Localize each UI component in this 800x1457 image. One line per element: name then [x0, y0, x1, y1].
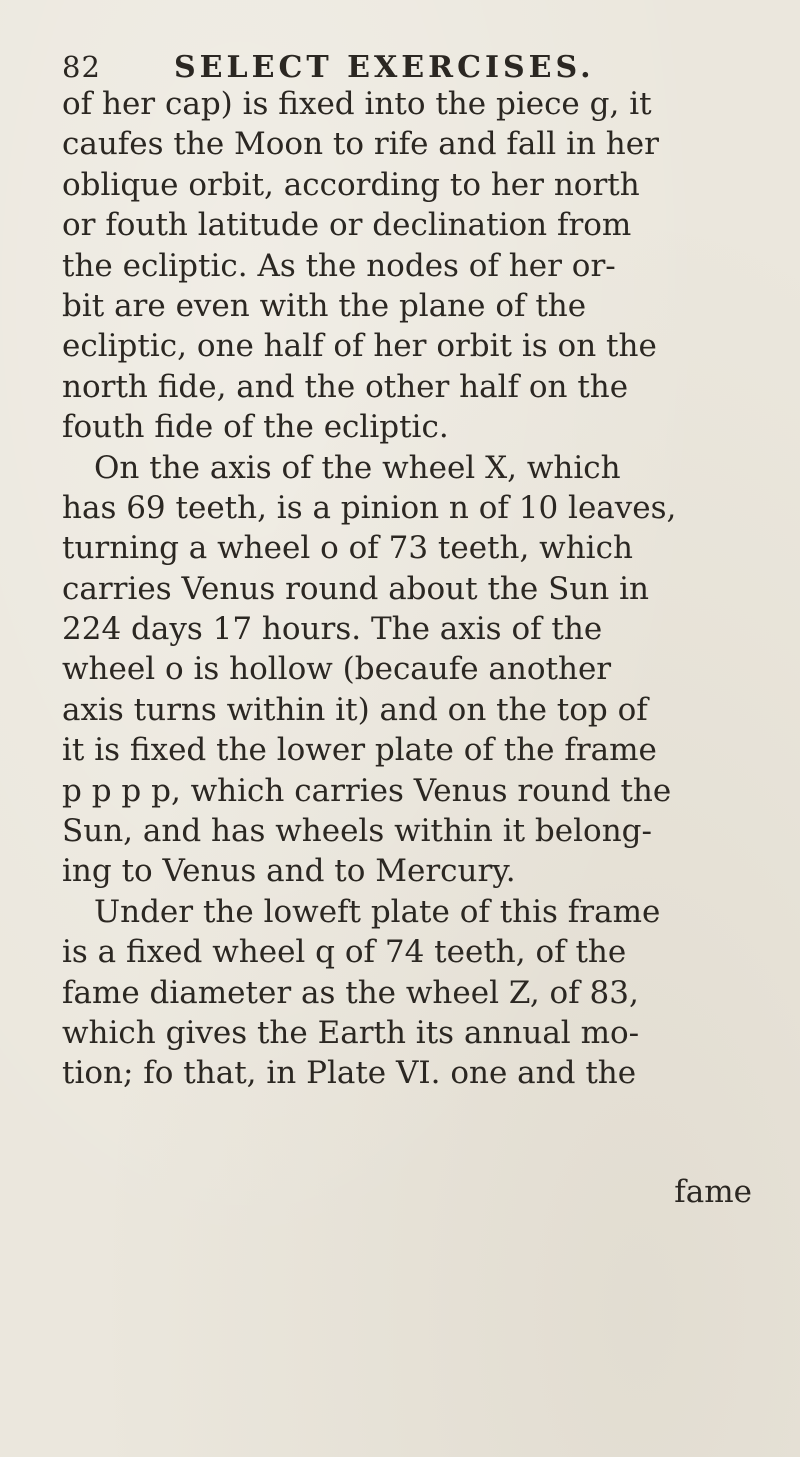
text-line: axis turns within it) and on the top of: [62, 691, 648, 728]
text-line: bit are even with the plane of the: [62, 287, 587, 324]
text-line: ecliptic, one half of her orbit is on the: [62, 328, 657, 365]
text-line: On the axis of the wheel X, which: [94, 449, 621, 486]
text-line: 224 days 17 hours. The axis of the: [62, 611, 603, 648]
text-line: fouth fide of the ecliptic.: [62, 409, 449, 446]
text-line: carries Venus round about the Sun in: [62, 570, 649, 607]
text-line: oblique orbit, according to her north: [62, 166, 640, 203]
text-line: turning a wheel o of 73 teeth, which: [62, 530, 633, 567]
text-line: north fide, and the other half on the: [62, 368, 629, 405]
text-line: fame diameter as the wheel Z, of 83,: [62, 974, 639, 1011]
catchword: fame: [674, 1174, 752, 1210]
body-text: [62, 84, 748, 1094]
text-line: Sun, and has wheels within it belong-: [62, 813, 652, 850]
text-line: ing to Venus and to Mercury.: [62, 853, 516, 890]
page-number: 82: [62, 50, 101, 84]
text-line: p p p p, which carries Venus round the: [62, 772, 672, 809]
text-line: Under the loweft plate of this frame: [94, 893, 661, 930]
text-line: is a fixed wheel q of 74 teeth, of the: [62, 934, 627, 971]
text-line: wheel o is hollow (becaufe another: [62, 651, 612, 688]
text-line: has 69 teeth, is a pinion n of 10 leaves,: [62, 489, 677, 526]
running-head: SELECT EXERCISES.: [174, 50, 595, 85]
text-line: caufes the Moon to rife and fall in her: [62, 126, 659, 163]
text-line: tion; fo that, in Plate VI. one and the: [62, 1055, 637, 1092]
text-line: which gives the Earth its annual mo-: [62, 1014, 640, 1051]
text-line: it is fixed the lower plate of the frame: [62, 732, 657, 769]
text-line: the ecliptic. As the nodes of her or-: [62, 247, 616, 284]
text-line: or fouth latitude or declination from: [62, 207, 632, 244]
text-line: of her cap) is fixed into the piece g, it: [62, 86, 652, 122]
